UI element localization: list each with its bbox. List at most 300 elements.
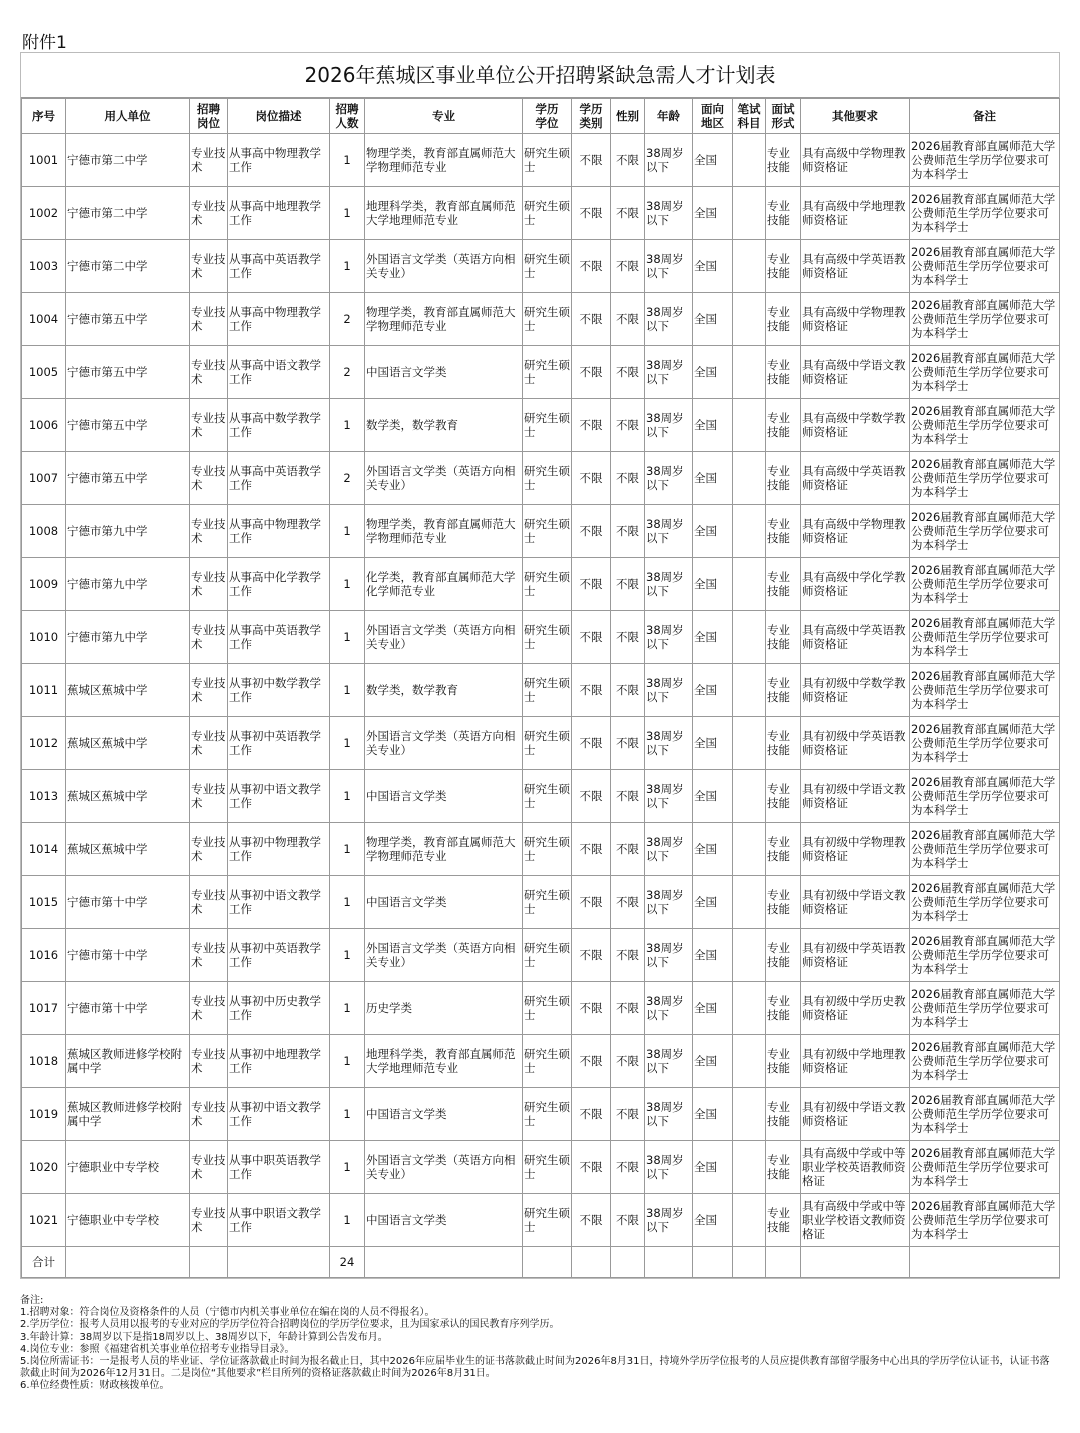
attachment-label: 附件1: [22, 33, 67, 53]
column-header: 年龄: [645, 99, 693, 134]
cell-major: 外国语言文学类（英语方向相关专业）: [365, 452, 523, 505]
cell-interview-format: 专业技能: [766, 876, 801, 929]
cell-interview-format: 专业技能: [766, 240, 801, 293]
cell-age: 38周岁以下: [645, 187, 693, 240]
table-row: [22, 1088, 1060, 1141]
cell-interview-format: 专业技能: [766, 1035, 801, 1088]
total-value: 24: [330, 1247, 365, 1278]
cell-row-number: 1005: [22, 346, 66, 399]
cell-exam-subject: [733, 1141, 766, 1194]
table-row: [22, 664, 1060, 717]
cell-region: 全国: [693, 346, 733, 399]
table-row: [22, 1194, 1060, 1247]
cell-post-description: 从事高中英语教学工作: [228, 611, 330, 664]
cell-headcount: 1: [330, 1194, 365, 1247]
cell-exam-subject: [733, 717, 766, 770]
cell-post-description: 从事高中物理教学工作: [228, 505, 330, 558]
cell-row-number: 1015: [22, 876, 66, 929]
cell-education-category: 不限: [572, 558, 611, 611]
cell-education-category: 不限: [572, 187, 611, 240]
recruitment-table: [21, 98, 1060, 1278]
cell-row-number: 1018: [22, 1035, 66, 1088]
cell-headcount: 2: [330, 452, 365, 505]
table-row: [22, 717, 1060, 770]
page-title: 2026年蕉城区事业单位公开招聘紧缺急需人才计划表: [21, 53, 1059, 98]
cell-gender: 不限: [611, 1141, 645, 1194]
cell-post-type: 专业技术: [190, 611, 228, 664]
cell-age: 38周岁以下: [645, 876, 693, 929]
cell-region: 全国: [693, 134, 733, 187]
cell-exam-subject: [733, 452, 766, 505]
cell-degree: 研究生硕士: [523, 187, 572, 240]
total-row: [22, 1247, 1060, 1278]
cell-age: 38周岁以下: [645, 929, 693, 982]
cell-region: 全国: [693, 982, 733, 1035]
cell-major: 数学类，数学教育: [365, 664, 523, 717]
cell-remarks: 2026届教育部直属师范大学公费师范生学历学位要求可为本科学士: [910, 505, 1060, 558]
cell-other-requirements: 具有初级中学语文教师资格证: [801, 876, 910, 929]
note-line: 5.岗位所需证书：一是报考人员的毕业证、学位证落款截止时间为报名截止日，其中2026年应届毕业生的证书落款截止时间为2026年8月31日，持境外学历学位报考的人员应提供教育部留学服务中心出具的学历学位认证书，认证书落款截止时间为2026年12月31日。二是岗位“其他要求”栏目所列的资格证落款截止时间为2026年8月31日。: [20, 1356, 1050, 1380]
cell-exam-subject: [733, 558, 766, 611]
cell-row-number: 1020: [22, 1141, 66, 1194]
cell-row-number: 1013: [22, 770, 66, 823]
cell-interview-format: 专业技能: [766, 770, 801, 823]
cell-post-description: 从事中职语文教学工作: [228, 1194, 330, 1247]
cell-degree: 研究生硕士: [523, 611, 572, 664]
cell-interview-format: 专业技能: [766, 399, 801, 452]
cell-exam-subject: [733, 399, 766, 452]
cell-row-number: 1006: [22, 399, 66, 452]
cell-employer: 蕉城区蕉城中学: [66, 823, 190, 876]
cell-post-type: 专业技术: [190, 1141, 228, 1194]
table-row: [22, 558, 1060, 611]
cell-exam-subject: [733, 1194, 766, 1247]
cell-row-number: 1009: [22, 558, 66, 611]
column-header: 招聘 岗位: [190, 99, 228, 134]
cell-post-description: 从事高中数学教学工作: [228, 399, 330, 452]
empty-cell: [365, 1247, 523, 1278]
cell-remarks: 2026届教育部直属师范大学公费师范生学历学位要求可为本科学士: [910, 134, 1060, 187]
cell-exam-subject: [733, 664, 766, 717]
cell-age: 38周岁以下: [645, 770, 693, 823]
column-header: 备注: [910, 99, 1060, 134]
cell-interview-format: 专业技能: [766, 664, 801, 717]
column-header: 其他要求: [801, 99, 910, 134]
cell-remarks: 2026届教育部直属师范大学公费师范生学历学位要求可为本科学士: [910, 717, 1060, 770]
cell-exam-subject: [733, 505, 766, 558]
cell-gender: 不限: [611, 717, 645, 770]
table-row: [22, 1035, 1060, 1088]
cell-remarks: 2026届教育部直属师范大学公费师范生学历学位要求可为本科学士: [910, 611, 1060, 664]
table-row: [22, 240, 1060, 293]
empty-cell: [228, 1247, 330, 1278]
cell-degree: 研究生硕士: [523, 929, 572, 982]
cell-post-type: 专业技术: [190, 346, 228, 399]
cell-headcount: 1: [330, 558, 365, 611]
cell-major: 历史学类: [365, 982, 523, 1035]
cell-major: 化学类，教育部直属师范大学化学师范专业: [365, 558, 523, 611]
cell-region: 全国: [693, 717, 733, 770]
cell-gender: 不限: [611, 505, 645, 558]
cell-row-number: 1004: [22, 293, 66, 346]
cell-major: 外国语言文学类（英语方向相关专业）: [365, 611, 523, 664]
cell-row-number: 1016: [22, 929, 66, 982]
cell-post-type: 专业技术: [190, 1088, 228, 1141]
cell-post-description: 从事高中语文教学工作: [228, 346, 330, 399]
cell-major: 外国语言文学类（英语方向相关专业）: [365, 240, 523, 293]
table-row: [22, 611, 1060, 664]
cell-exam-subject: [733, 1088, 766, 1141]
cell-interview-format: 专业技能: [766, 823, 801, 876]
cell-headcount: 1: [330, 664, 365, 717]
cell-degree: 研究生硕士: [523, 664, 572, 717]
cell-other-requirements: 具有高级中学或中等职业学校英语教师资格证: [801, 1141, 910, 1194]
cell-remarks: 2026届教育部直属师范大学公费师范生学历学位要求可为本科学士: [910, 664, 1060, 717]
cell-remarks: 2026届教育部直属师范大学公费师范生学历学位要求可为本科学士: [910, 293, 1060, 346]
cell-post-type: 专业技术: [190, 187, 228, 240]
cell-gender: 不限: [611, 558, 645, 611]
recruitment-table-sheet: [20, 52, 1060, 1279]
cell-gender: 不限: [611, 664, 645, 717]
cell-major: 中国语言文学类: [365, 1088, 523, 1141]
cell-row-number: 1008: [22, 505, 66, 558]
cell-other-requirements: 具有初级中学语文教师资格证: [801, 1088, 910, 1141]
cell-post-description: 从事高中化学教学工作: [228, 558, 330, 611]
table-header-row: [22, 99, 1060, 134]
cell-gender: 不限: [611, 240, 645, 293]
cell-interview-format: 专业技能: [766, 187, 801, 240]
cell-major: 地理科学类，教育部直属师范大学地理师范专业: [365, 1035, 523, 1088]
cell-other-requirements: 具有高级中学化学教师资格证: [801, 558, 910, 611]
cell-degree: 研究生硕士: [523, 240, 572, 293]
cell-major: 物理学类，教育部直属师范大学物理师范专业: [365, 505, 523, 558]
cell-gender: 不限: [611, 346, 645, 399]
table-row: [22, 876, 1060, 929]
column-header: 招聘 人数: [330, 99, 365, 134]
cell-region: 全国: [693, 505, 733, 558]
cell-gender: 不限: [611, 452, 645, 505]
cell-gender: 不限: [611, 134, 645, 187]
table-row: [22, 1141, 1060, 1194]
cell-education-category: 不限: [572, 505, 611, 558]
cell-employer: 宁德市第五中学: [66, 452, 190, 505]
cell-interview-format: 专业技能: [766, 1141, 801, 1194]
cell-gender: 不限: [611, 293, 645, 346]
cell-age: 38周岁以下: [645, 823, 693, 876]
cell-employer: 宁德市第二中学: [66, 187, 190, 240]
cell-education-category: 不限: [572, 240, 611, 293]
cell-gender: 不限: [611, 399, 645, 452]
cell-row-number: 1010: [22, 611, 66, 664]
cell-headcount: 1: [330, 1088, 365, 1141]
cell-row-number: 1021: [22, 1194, 66, 1247]
cell-other-requirements: 具有高级中学物理教师资格证: [801, 505, 910, 558]
cell-region: 全国: [693, 664, 733, 717]
cell-other-requirements: 具有初级中学英语教师资格证: [801, 929, 910, 982]
note-line: 2.学历学位：报考人员用以报考的专业对应的学历学位符合招聘岗位的学历学位要求，且为国家承认的国民教育序列学历。: [20, 1319, 560, 1331]
cell-post-type: 专业技术: [190, 770, 228, 823]
cell-other-requirements: 具有初级中学历史教师资格证: [801, 982, 910, 1035]
table-body: [22, 134, 1060, 1278]
cell-row-number: 1001: [22, 134, 66, 187]
cell-post-type: 专业技术: [190, 505, 228, 558]
cell-other-requirements: 具有高级中学英语教师资格证: [801, 452, 910, 505]
cell-gender: 不限: [611, 1194, 645, 1247]
cell-exam-subject: [733, 187, 766, 240]
cell-exam-subject: [733, 134, 766, 187]
cell-interview-format: 专业技能: [766, 293, 801, 346]
cell-other-requirements: 具有高级中学地理教师资格证: [801, 187, 910, 240]
cell-post-description: 从事初中地理教学工作: [228, 1035, 330, 1088]
cell-education-category: 不限: [572, 929, 611, 982]
cell-degree: 研究生硕士: [523, 823, 572, 876]
cell-age: 38周岁以下: [645, 505, 693, 558]
cell-degree: 研究生硕士: [523, 293, 572, 346]
cell-post-type: 专业技术: [190, 558, 228, 611]
column-header: 学历 类别: [572, 99, 611, 134]
cell-age: 38周岁以下: [645, 664, 693, 717]
cell-region: 全国: [693, 1194, 733, 1247]
note-line: 6.单位经费性质：财政核拨单位。: [20, 1380, 170, 1392]
cell-employer: 宁德市第二中学: [66, 134, 190, 187]
empty-cell: [766, 1247, 801, 1278]
cell-remarks: 2026届教育部直属师范大学公费师范生学历学位要求可为本科学士: [910, 1035, 1060, 1088]
table-row: [22, 823, 1060, 876]
column-header: 序号: [22, 99, 66, 134]
cell-education-category: 不限: [572, 1035, 611, 1088]
cell-row-number: 1014: [22, 823, 66, 876]
cell-post-description: 从事中职英语教学工作: [228, 1141, 330, 1194]
table-row: [22, 346, 1060, 399]
cell-post-type: 专业技术: [190, 717, 228, 770]
cell-education-category: 不限: [572, 611, 611, 664]
cell-other-requirements: 具有初级中学语文教师资格证: [801, 770, 910, 823]
cell-gender: 不限: [611, 611, 645, 664]
cell-degree: 研究生硕士: [523, 346, 572, 399]
cell-major: 中国语言文学类: [365, 876, 523, 929]
cell-remarks: 2026届教育部直属师范大学公费师范生学历学位要求可为本科学士: [910, 558, 1060, 611]
cell-remarks: 2026届教育部直属师范大学公费师范生学历学位要求可为本科学士: [910, 240, 1060, 293]
cell-remarks: 2026届教育部直属师范大学公费师范生学历学位要求可为本科学士: [910, 1088, 1060, 1141]
empty-cell: [572, 1247, 611, 1278]
cell-employer: 宁德市第二中学: [66, 240, 190, 293]
cell-remarks: 2026届教育部直属师范大学公费师范生学历学位要求可为本科学士: [910, 982, 1060, 1035]
cell-major: 外国语言文学类（英语方向相关专业）: [365, 929, 523, 982]
cell-employer: 蕉城区蕉城中学: [66, 770, 190, 823]
cell-education-category: 不限: [572, 982, 611, 1035]
cell-region: 全国: [693, 1035, 733, 1088]
cell-other-requirements: 具有高级中学或中等职业学校语文教师资格证: [801, 1194, 910, 1247]
cell-post-type: 专业技术: [190, 452, 228, 505]
cell-education-category: 不限: [572, 1194, 611, 1247]
cell-interview-format: 专业技能: [766, 346, 801, 399]
cell-degree: 研究生硕士: [523, 505, 572, 558]
cell-employer: 宁德市第十中学: [66, 929, 190, 982]
cell-region: 全国: [693, 399, 733, 452]
cell-post-description: 从事初中语文教学工作: [228, 876, 330, 929]
cell-age: 38周岁以下: [645, 1194, 693, 1247]
cell-row-number: 1007: [22, 452, 66, 505]
cell-headcount: 1: [330, 134, 365, 187]
cell-remarks: 2026届教育部直属师范大学公费师范生学历学位要求可为本科学士: [910, 876, 1060, 929]
column-header: 面试 形式: [766, 99, 801, 134]
cell-region: 全国: [693, 876, 733, 929]
cell-degree: 研究生硕士: [523, 982, 572, 1035]
cell-education-category: 不限: [572, 876, 611, 929]
empty-cell: [645, 1247, 693, 1278]
empty-cell: [611, 1247, 645, 1278]
cell-gender: 不限: [611, 1088, 645, 1141]
cell-headcount: 1: [330, 399, 365, 452]
cell-employer: 蕉城区蕉城中学: [66, 717, 190, 770]
empty-cell: [523, 1247, 572, 1278]
cell-post-description: 从事高中物理教学工作: [228, 134, 330, 187]
total-label: 合计: [22, 1247, 66, 1278]
empty-cell: [66, 1247, 190, 1278]
cell-post-type: 专业技术: [190, 1194, 228, 1247]
cell-other-requirements: 具有高级中学物理教师资格证: [801, 293, 910, 346]
cell-post-description: 从事初中语文教学工作: [228, 1088, 330, 1141]
cell-exam-subject: [733, 982, 766, 1035]
cell-degree: 研究生硕士: [523, 876, 572, 929]
cell-interview-format: 专业技能: [766, 505, 801, 558]
cell-gender: 不限: [611, 823, 645, 876]
cell-degree: 研究生硕士: [523, 1035, 572, 1088]
cell-interview-format: 专业技能: [766, 452, 801, 505]
cell-row-number: 1002: [22, 187, 66, 240]
cell-remarks: 2026届教育部直属师范大学公费师范生学历学位要求可为本科学士: [910, 452, 1060, 505]
note-line: 备注:: [20, 1295, 44, 1306]
cell-major: 外国语言文学类（英语方向相关专业）: [365, 1141, 523, 1194]
cell-headcount: 1: [330, 1141, 365, 1194]
cell-age: 38周岁以下: [645, 399, 693, 452]
cell-post-description: 从事初中英语教学工作: [228, 929, 330, 982]
cell-gender: 不限: [611, 929, 645, 982]
cell-employer: 蕉城区蕉城中学: [66, 664, 190, 717]
cell-education-category: 不限: [572, 1141, 611, 1194]
cell-remarks: 2026届教育部直属师范大学公费师范生学历学位要求可为本科学士: [910, 1141, 1060, 1194]
cell-education-category: 不限: [572, 399, 611, 452]
cell-major: 物理学类，教育部直属师范大学物理师范专业: [365, 134, 523, 187]
cell-age: 38周岁以下: [645, 293, 693, 346]
cell-exam-subject: [733, 293, 766, 346]
cell-age: 38周岁以下: [645, 982, 693, 1035]
cell-employer: 宁德职业中专学校: [66, 1141, 190, 1194]
cell-post-description: 从事初中英语教学工作: [228, 717, 330, 770]
cell-age: 38周岁以下: [645, 346, 693, 399]
column-header: 学历 学位: [523, 99, 572, 134]
notes-section: [20, 1295, 1058, 1393]
cell-region: 全国: [693, 770, 733, 823]
cell-post-type: 专业技术: [190, 664, 228, 717]
cell-remarks: 2026届教育部直属师范大学公费师范生学历学位要求可为本科学士: [910, 770, 1060, 823]
cell-employer: 蕉城区教师进修学校附属中学: [66, 1035, 190, 1088]
cell-headcount: 1: [330, 187, 365, 240]
column-header: 面向 地区: [693, 99, 733, 134]
cell-employer: 宁德市第十中学: [66, 982, 190, 1035]
cell-degree: 研究生硕士: [523, 717, 572, 770]
cell-remarks: 2026届教育部直属师范大学公费师范生学历学位要求可为本科学士: [910, 1194, 1060, 1247]
cell-employer: 宁德市第五中学: [66, 399, 190, 452]
cell-age: 38周岁以下: [645, 558, 693, 611]
cell-headcount: 1: [330, 717, 365, 770]
cell-headcount: 1: [330, 1035, 365, 1088]
cell-headcount: 1: [330, 982, 365, 1035]
cell-employer: 宁德市第五中学: [66, 346, 190, 399]
cell-gender: 不限: [611, 1035, 645, 1088]
cell-major: 物理学类，教育部直属师范大学物理师范专业: [365, 823, 523, 876]
cell-post-description: 从事高中英语教学工作: [228, 452, 330, 505]
cell-employer: 宁德市第五中学: [66, 293, 190, 346]
cell-post-type: 专业技术: [190, 929, 228, 982]
note-line: 3.年龄计算：38周岁以下是指18周岁以上、38周岁以下，年龄计算到公告发布月。: [20, 1331, 388, 1343]
empty-cell: [693, 1247, 733, 1278]
cell-post-description: 从事初中数学教学工作: [228, 664, 330, 717]
cell-interview-format: 专业技能: [766, 558, 801, 611]
empty-cell: [733, 1247, 766, 1278]
column-header: 专业: [365, 99, 523, 134]
cell-employer: 宁德职业中专学校: [66, 1194, 190, 1247]
cell-age: 38周岁以下: [645, 717, 693, 770]
cell-post-type: 专业技术: [190, 876, 228, 929]
cell-headcount: 1: [330, 770, 365, 823]
cell-exam-subject: [733, 929, 766, 982]
cell-degree: 研究生硕士: [523, 134, 572, 187]
cell-other-requirements: 具有初级中学数学教师资格证: [801, 664, 910, 717]
cell-exam-subject: [733, 770, 766, 823]
cell-remarks: 2026届教育部直属师范大学公费师范生学历学位要求可为本科学士: [910, 399, 1060, 452]
cell-major: 中国语言文学类: [365, 346, 523, 399]
cell-region: 全国: [693, 1088, 733, 1141]
cell-employer: 宁德市第九中学: [66, 505, 190, 558]
cell-region: 全国: [693, 452, 733, 505]
cell-gender: 不限: [611, 187, 645, 240]
cell-post-type: 专业技术: [190, 1035, 228, 1088]
cell-employer: 宁德市第九中学: [66, 558, 190, 611]
cell-education-category: 不限: [572, 664, 611, 717]
cell-post-description: 从事高中地理教学工作: [228, 187, 330, 240]
cell-remarks: 2026届教育部直属师范大学公费师范生学历学位要求可为本科学士: [910, 823, 1060, 876]
cell-exam-subject: [733, 876, 766, 929]
cell-major: 地理科学类，教育部直属师范大学地理师范专业: [365, 187, 523, 240]
cell-interview-format: 专业技能: [766, 929, 801, 982]
cell-post-type: 专业技术: [190, 240, 228, 293]
cell-degree: 研究生硕士: [523, 452, 572, 505]
note-line: 4.岗位专业：参照《福建省机关事业单位招考专业指导目录》。: [20, 1343, 295, 1355]
cell-major: 数学类，数学教育: [365, 399, 523, 452]
cell-row-number: 1012: [22, 717, 66, 770]
cell-exam-subject: [733, 346, 766, 399]
cell-degree: 研究生硕士: [523, 1141, 572, 1194]
cell-region: 全国: [693, 1141, 733, 1194]
cell-other-requirements: 具有高级中学英语教师资格证: [801, 611, 910, 664]
cell-education-category: 不限: [572, 717, 611, 770]
cell-post-description: 从事高中物理教学工作: [228, 293, 330, 346]
table-row: [22, 134, 1060, 187]
cell-other-requirements: 具有高级中学英语教师资格证: [801, 240, 910, 293]
table-row: [22, 399, 1060, 452]
cell-employer: 宁德市第九中学: [66, 611, 190, 664]
cell-post-type: 专业技术: [190, 823, 228, 876]
cell-row-number: 1011: [22, 664, 66, 717]
cell-interview-format: 专业技能: [766, 611, 801, 664]
cell-post-type: 专业技术: [190, 982, 228, 1035]
cell-post-description: 从事初中物理教学工作: [228, 823, 330, 876]
cell-post-description: 从事初中语文教学工作: [228, 770, 330, 823]
table-row: [22, 187, 1060, 240]
cell-headcount: 1: [330, 611, 365, 664]
cell-interview-format: 专业技能: [766, 134, 801, 187]
